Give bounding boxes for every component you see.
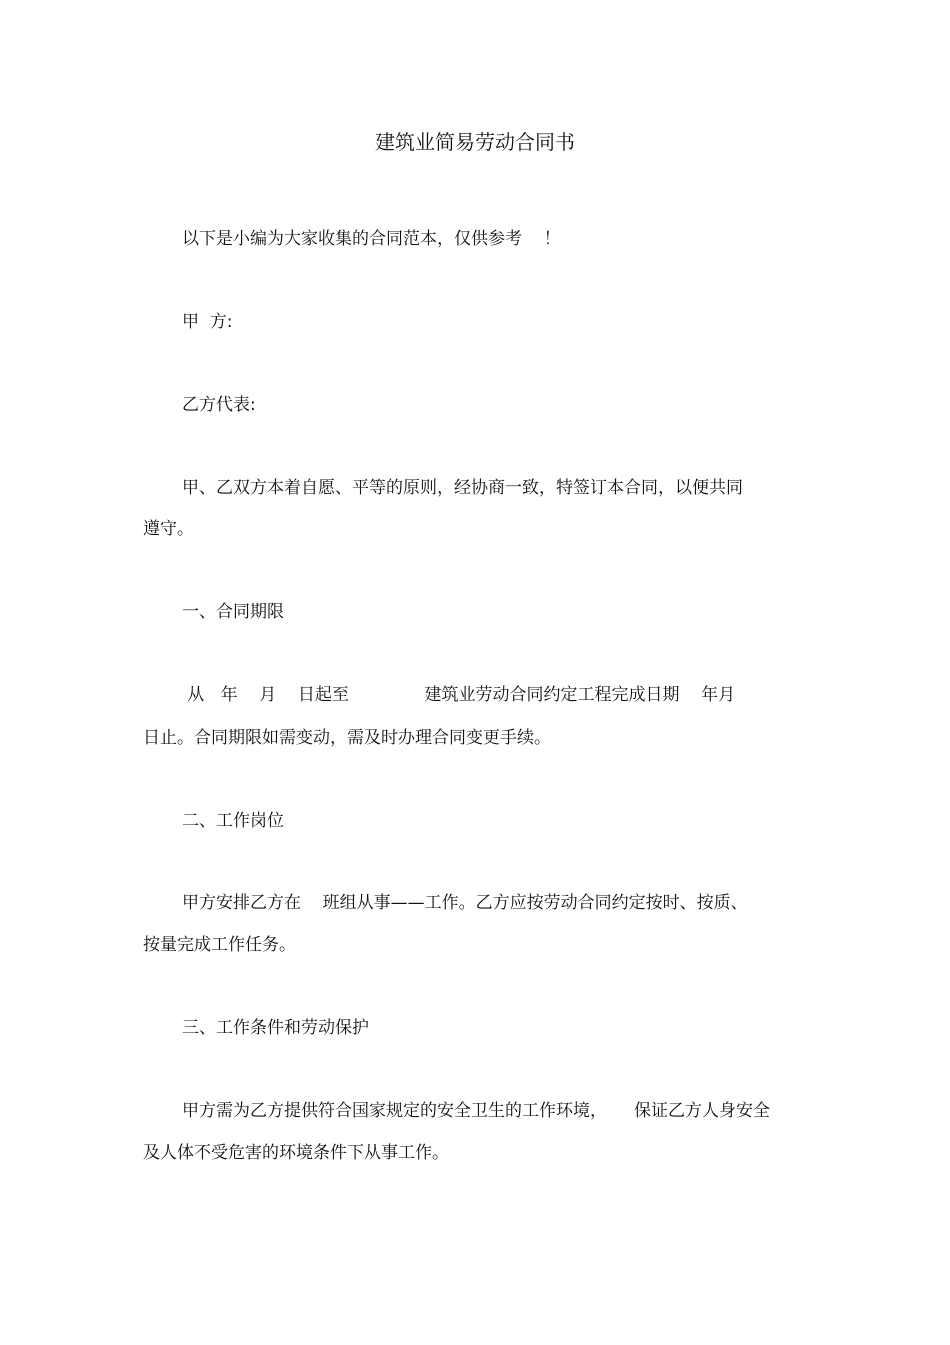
party-a-label: 甲 方:	[182, 312, 233, 332]
section-body-line-2: 及人体不受危害的环境条件下从事工作。	[143, 1143, 449, 1163]
section-body-line-1: 甲方安排乙方在 班组从事——工作。乙方应按劳动合同约定按时、按质、	[182, 893, 748, 913]
preamble-line-2: 遵守。	[143, 519, 194, 539]
document-title: 建筑业简易劳动合同书	[375, 130, 575, 154]
section-body-line-2: 日止。合同期限如需变动，需及时办理合同变更手续。	[143, 728, 551, 748]
section-body-line-1: 从 年 月 日起至 建筑业劳动合同约定工程完成日期 年月	[182, 685, 736, 705]
section-heading: 一、合同期限	[182, 602, 284, 622]
section-body-line-2: 按量完成工作任务。	[143, 935, 296, 955]
intro-text: 以下是小编为大家收集的合同范本，仅供参考 ！	[182, 229, 561, 249]
section-heading: 三、工作条件和劳动保护	[182, 1018, 369, 1038]
section-heading: 二、工作岗位	[182, 811, 284, 831]
preamble-line-1: 甲、乙双方本着自愿、平等的原则，经协商一致，特签订本合同，以便共同	[182, 478, 743, 498]
section-body-line-1: 甲方需为乙方提供符合国家规定的安全卫生的工作环境， 保证乙方人身安全	[182, 1101, 771, 1121]
party-b-rep-label: 乙方代表:	[182, 395, 256, 415]
